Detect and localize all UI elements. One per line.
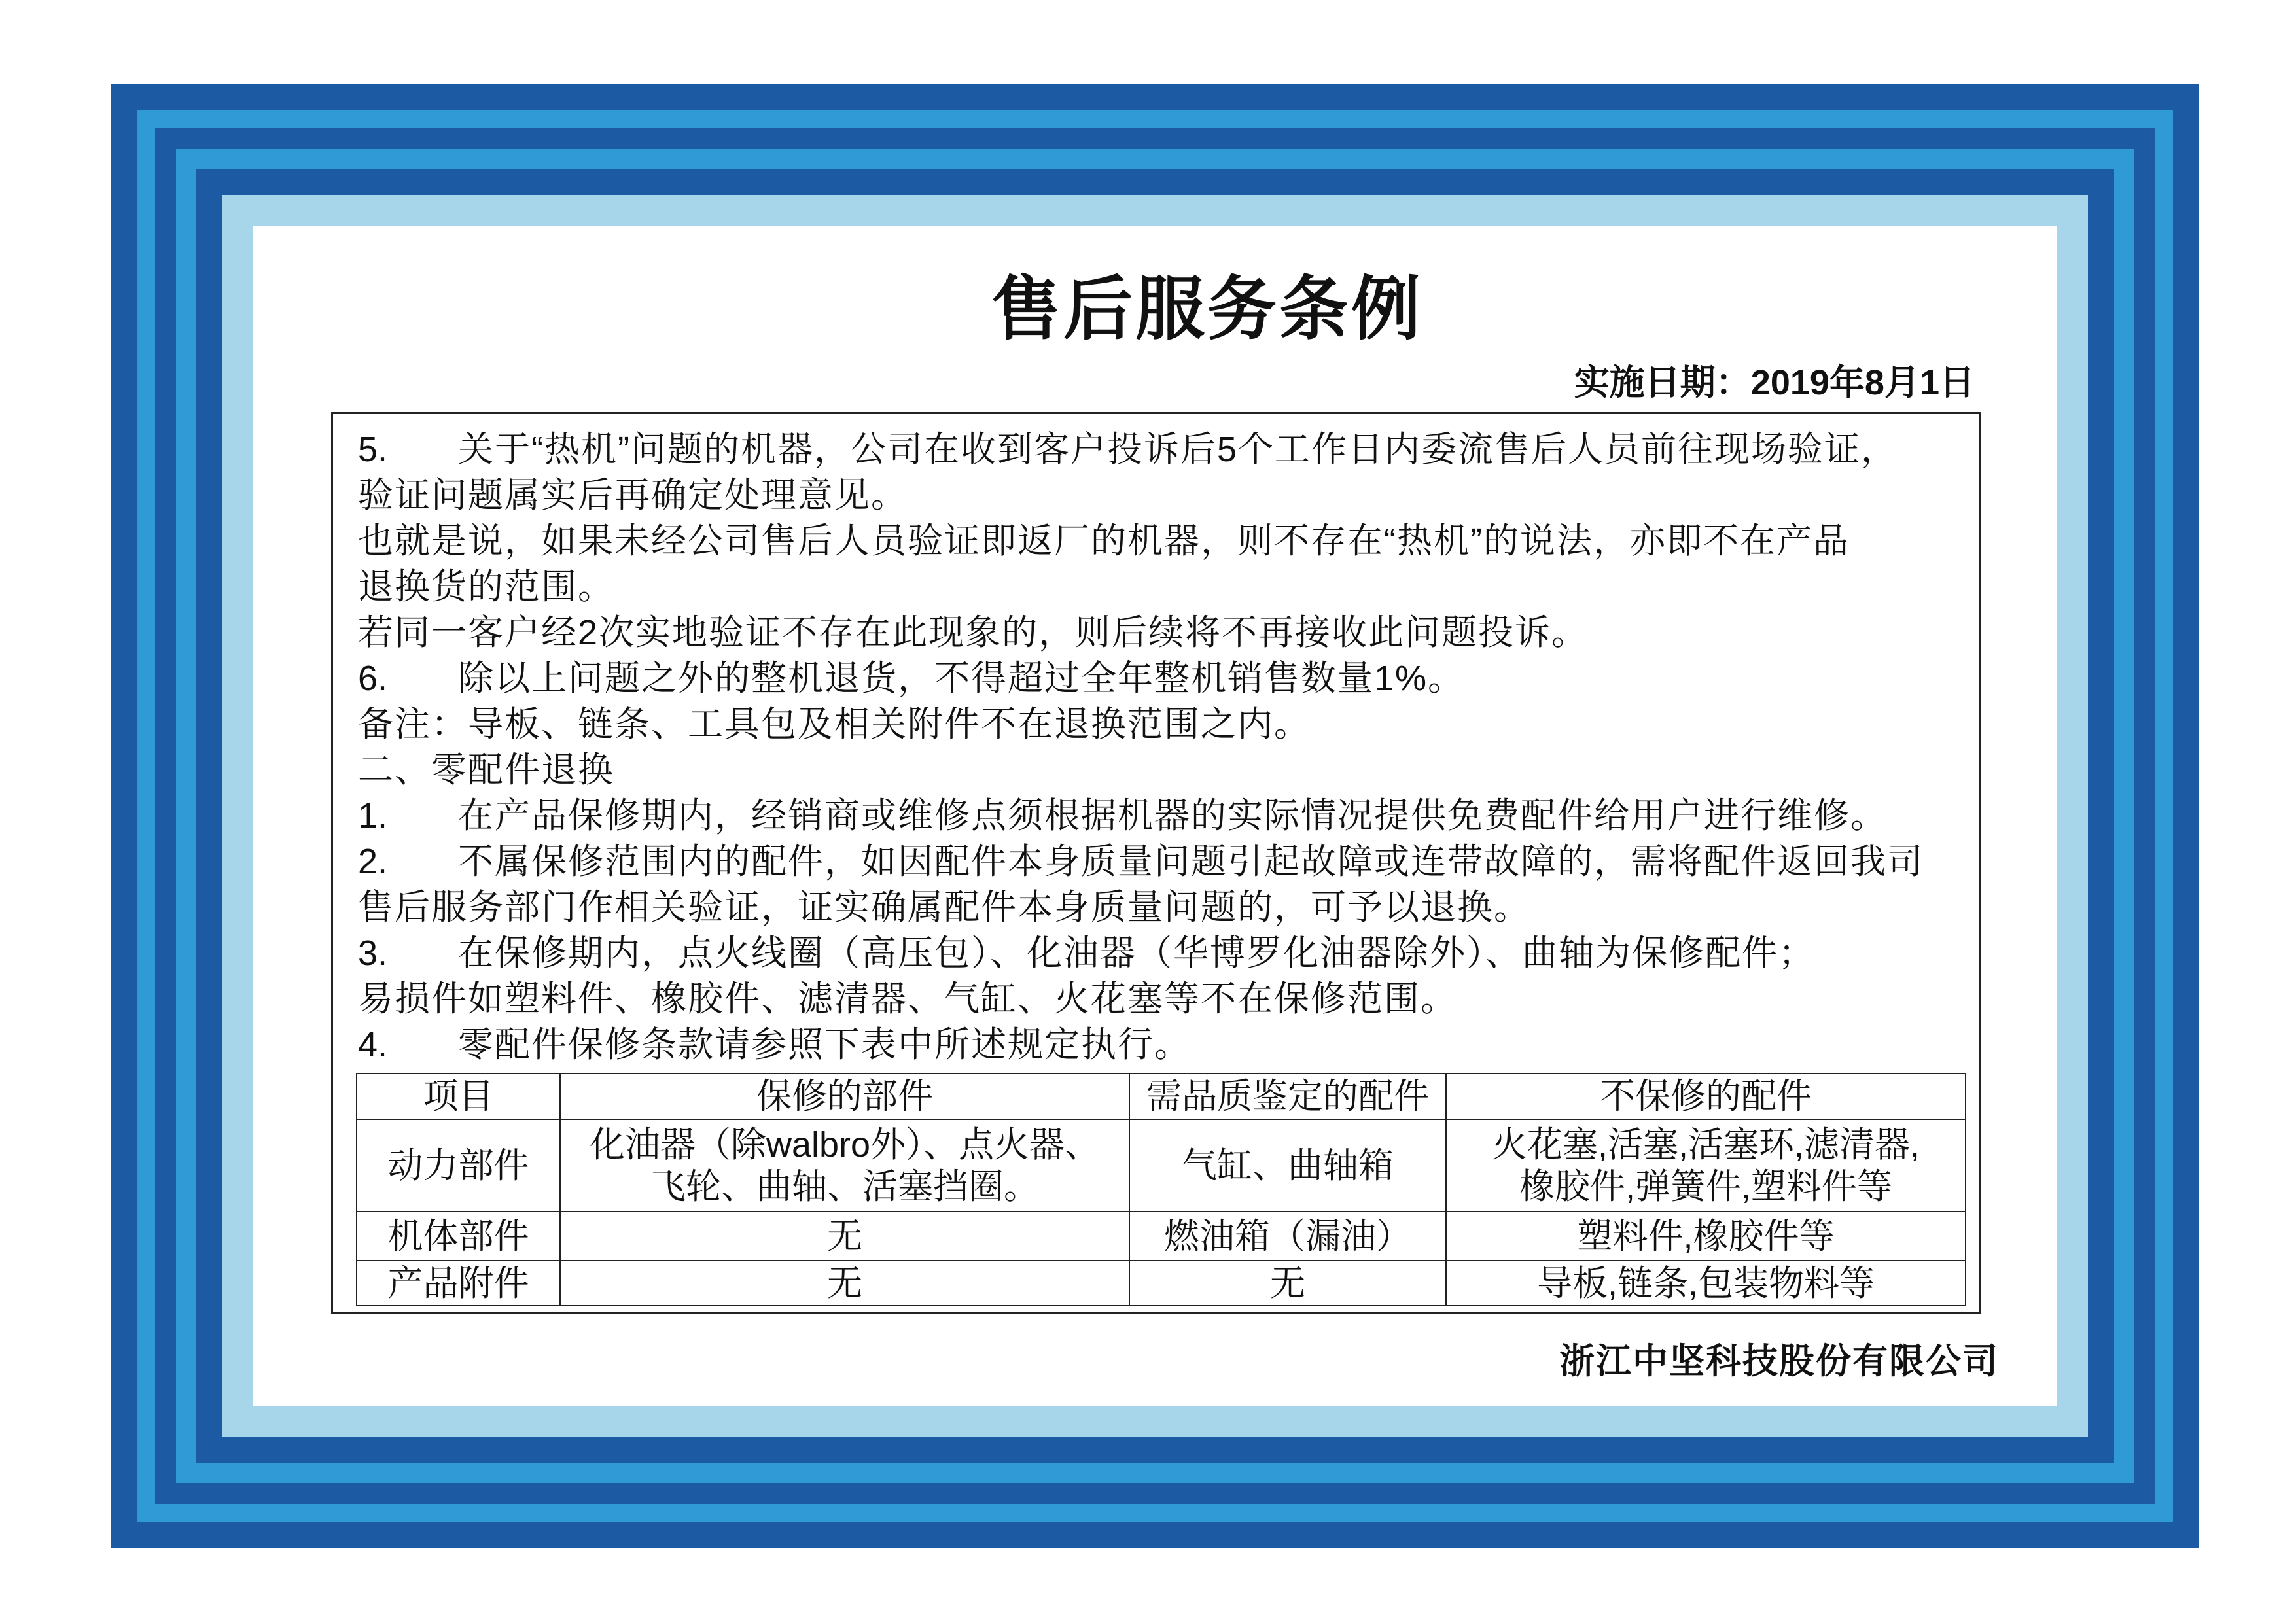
clause-line: 也就是说，如果未经公司售后人员验证即返厂的机器，则不存在“热机”的说法，亦即不在产品: [358, 521, 1850, 561]
clause-line: [358, 655, 1924, 701]
clause-text: 不属保修范围内的配件，如因配件本身质量问题引起故障或连带故障的，需将配件返回我司: [458, 842, 1924, 881]
cell-quality-check-parts: 无: [1129, 1261, 1446, 1306]
note-line: 备注：导板、链条、工具包及相关附件不在退换范围之内。: [358, 705, 1311, 744]
header-quality-check-parts: 需品质鉴定的配件: [1129, 1073, 1446, 1119]
table-row: [357, 1119, 1966, 1212]
clause-line: [358, 793, 1924, 839]
header-item: 项目: [357, 1073, 560, 1119]
clause-line: [358, 930, 1924, 976]
cell-line: 化油器（除walbro外）、点火器、: [589, 1125, 1101, 1164]
clause-line: 退换货的范围。: [358, 567, 614, 606]
table-header-row: [357, 1073, 1966, 1119]
cell-quality-check-parts: 燃油箱（漏油）: [1129, 1212, 1446, 1261]
clause-number: 6.: [358, 659, 388, 698]
cell-warranty-parts: 无: [560, 1212, 1129, 1261]
clause-line: [358, 1022, 1924, 1068]
company-name: 浙江中坚科技股份有限公司: [1559, 1342, 1999, 1381]
cell-line: 火花塞,活塞,活塞环,滤清器,: [1491, 1125, 1920, 1164]
clause-text: 除以上问题之外的整机退货，不得超过全年整机销售数量1%。: [458, 659, 1465, 698]
clauses-text: [358, 427, 1924, 1068]
clause-line: [358, 427, 1924, 472]
clause-number: 1.: [358, 796, 388, 835]
warranty-parts-table: [356, 1073, 1966, 1306]
clause-line: 易损件如塑料件、橡胶件、滤清器、气缸、火花塞等不在保修范围。: [358, 979, 1457, 1019]
cell-line: 飞轮、曲轴、活塞挡圈。: [650, 1166, 1039, 1206]
cell-item: 动力部件: [357, 1119, 560, 1212]
header-non-warranty-parts: 不保修的配件: [1446, 1073, 1966, 1119]
clause-text: 在保修期内，点火线圈（高压包）、化油器（华博罗化油器除外）、曲轴为保修配件；: [458, 934, 1815, 973]
header-warranty-parts: 保修的部件: [560, 1073, 1129, 1119]
clause-number: 4.: [358, 1025, 388, 1064]
clause-number: 3.: [358, 934, 388, 973]
effective-date: 实施日期：2019年8月1日: [1574, 363, 1975, 402]
clause-line: 若同一客户经2次实地验证不存在此现象的，则后续将不再接收此问题投诉。: [358, 613, 1589, 652]
clause-text: 零配件保修条款请参照下表中所述规定执行。: [458, 1025, 1191, 1064]
cell-quality-check-parts: 气缸、曲轴箱: [1129, 1119, 1446, 1212]
section-heading: 二、零配件退换: [358, 750, 614, 790]
cell-non-warranty-parts: [1446, 1119, 1966, 1212]
table-row: [357, 1261, 1966, 1306]
cell-item: 机体部件: [357, 1212, 560, 1261]
page-title: 售后服务条例: [991, 268, 1423, 349]
cell-line: 橡胶件,弹簧件,塑料件等: [1519, 1166, 1892, 1206]
clause-number: 2.: [358, 842, 388, 881]
clause-line: 验证问题属实后再确定处理意见。: [358, 476, 908, 515]
clause-number: 5.: [358, 430, 388, 469]
cell-non-warranty-parts: 导板,链条,包装物料等: [1446, 1261, 1966, 1306]
table-row: [357, 1212, 1966, 1261]
cell-warranty-parts: [560, 1119, 1129, 1212]
clause-line: 售后服务部门作相关验证，证实确属配件本身质量问题的，可予以退换。: [358, 888, 1530, 927]
clause-text: 关于“热机”问题的机器，公司在收到客户投诉后5个工作日内委流售后人员前往现场验证，: [458, 430, 1898, 469]
cell-item: 产品附件: [357, 1261, 560, 1306]
cell-warranty-parts: 无: [560, 1261, 1129, 1306]
clause-line: [358, 839, 1924, 884]
clause-text: 在产品保修期内，经销商或维修点须根据机器的实际情况提供免费配件给用户进行维修。: [458, 796, 1887, 835]
cell-non-warranty-parts: 塑料件,橡胶件等: [1446, 1212, 1966, 1261]
